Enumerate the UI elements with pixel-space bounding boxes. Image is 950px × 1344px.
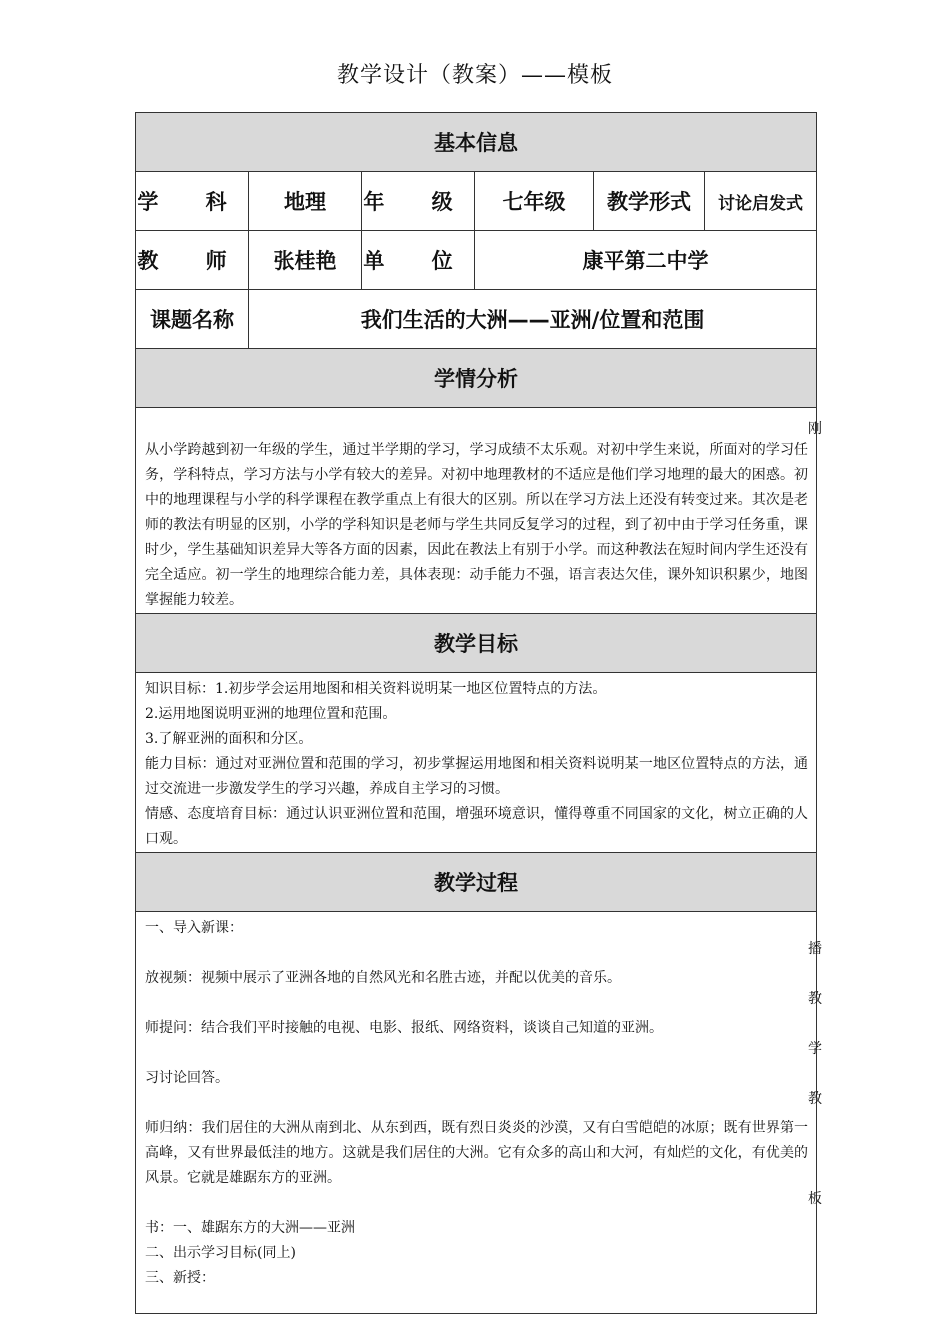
grade-value: 七年级 (475, 172, 594, 231)
objective-line: 3.了解亚洲的面积和分区。 (145, 731, 313, 747)
margin-note: 刚 (808, 421, 822, 437)
subject-value: 地理 (249, 172, 362, 231)
teaching-form-value: 讨论启发式 (705, 172, 817, 231)
process-video: 放视频：视频中展示了亚洲各地的自然风光和名胜古迹，并配以优美的音乐。 (145, 970, 621, 986)
process-question: 师提问：结合我们平时接触的电视、电影、报纸、网络资料，谈谈自己知道的亚洲。 (145, 1020, 663, 1036)
margin-char: 播 (808, 941, 822, 957)
process-board: 书：一、雄踞东方的大洲——亚洲 (145, 1220, 355, 1236)
subject-label: 学 科 (136, 172, 249, 231)
process-intro: 一、导入新课： (145, 920, 243, 936)
margin-char: 学 (808, 1041, 822, 1057)
section-header-process: 教学过程 (136, 853, 817, 912)
objective-line: 能力目标：通过对亚洲位置和范围的学习，初步掌握运用地图和相关资料说明某一地区位置特点的方法，通过交流进一步激发学生的学习兴趣，养成自主学习的习惯。 (145, 756, 809, 797)
objective-line: 知识目标：1.初步学会运用地图和相关资料说明某一地区位置特点的方法。 (145, 681, 607, 697)
teaching-form-label: 教学形式 (594, 172, 705, 231)
margin-char: 板 (808, 1191, 822, 1207)
margin-char: 教 (808, 991, 822, 1007)
objectives-text (136, 673, 817, 853)
teacher-value: 张桂艳 (249, 231, 362, 290)
lesson-plan-table (135, 112, 817, 1314)
analysis-text (136, 408, 817, 614)
process-text (136, 912, 817, 1314)
process-step3: 三、新授： (145, 1270, 215, 1286)
margin-char: 教 (808, 1091, 822, 1107)
teacher-label: 教 师 (136, 231, 249, 290)
topic-label: 课题名称 (136, 290, 249, 349)
objective-line: 情感、态度培育目标：通过认识亚洲位置和范围，增强环境意识，懂得尊重不同国家的文化，树立正确的人口观。 (145, 806, 809, 847)
process-summary: 师归纳：我们居住的大洲从南到北、从东到西，既有烈日炎炎的沙漠，又有白雪皑皑的冰原；既有世界第一高峰，又有世界最低洼的地方。这就是我们居住的大洲。它有众多的高山和大河，有灿烂的文化，有优美的风景。它就是雄踞东方的亚洲。 (145, 1120, 809, 1186)
analysis-paragraph: 从小学跨越到初一年级的学生，通过半学期的学习，学习成绩不太乐观。对初中学生来说，所面对的学习任务，学科特点，学习方法与小学有较大的差异。对初中地理教材的不适应是他们学习地理的最大的困惑。初中的地理课程与小学的科学课程在教学重点上有很大的区别。所以在学习方法上还没有转变过来。其次是老师的教法有明显的区别，小学的学科知识是老师与学生共同反复学习的过程，到了初中由于学习任务重，课时少，学生基础知识差异大等各方面的因素，因此在教法上有别于小学。而这种教法在短时间内学生还没有完全适应。初一学生的地理综合能力差，具体表现：动手能力不强，语言表达欠佳，课外知识积累少，地图掌握能力较差。 (145, 442, 809, 608)
process-step2: 二、出示学习目标(同上) (145, 1245, 296, 1261)
grade-label: 年 级 (362, 172, 475, 231)
topic-value: 我们生活的大洲——亚洲/位置和范围 (249, 290, 817, 349)
unit-label: 单 位 (362, 231, 475, 290)
section-header-analysis: 学情分析 (136, 349, 817, 408)
section-header-basic-info: 基本信息 (136, 113, 817, 172)
unit-value: 康平第二中学 (475, 231, 817, 290)
section-header-objectives: 教学目标 (136, 614, 817, 673)
objective-line: 2.运用地图说明亚洲的地理位置和范围。 (145, 706, 397, 722)
document-title: 教学设计（教案）——模板 (336, 63, 613, 88)
process-answer: 习讨论回答。 (145, 1070, 229, 1086)
